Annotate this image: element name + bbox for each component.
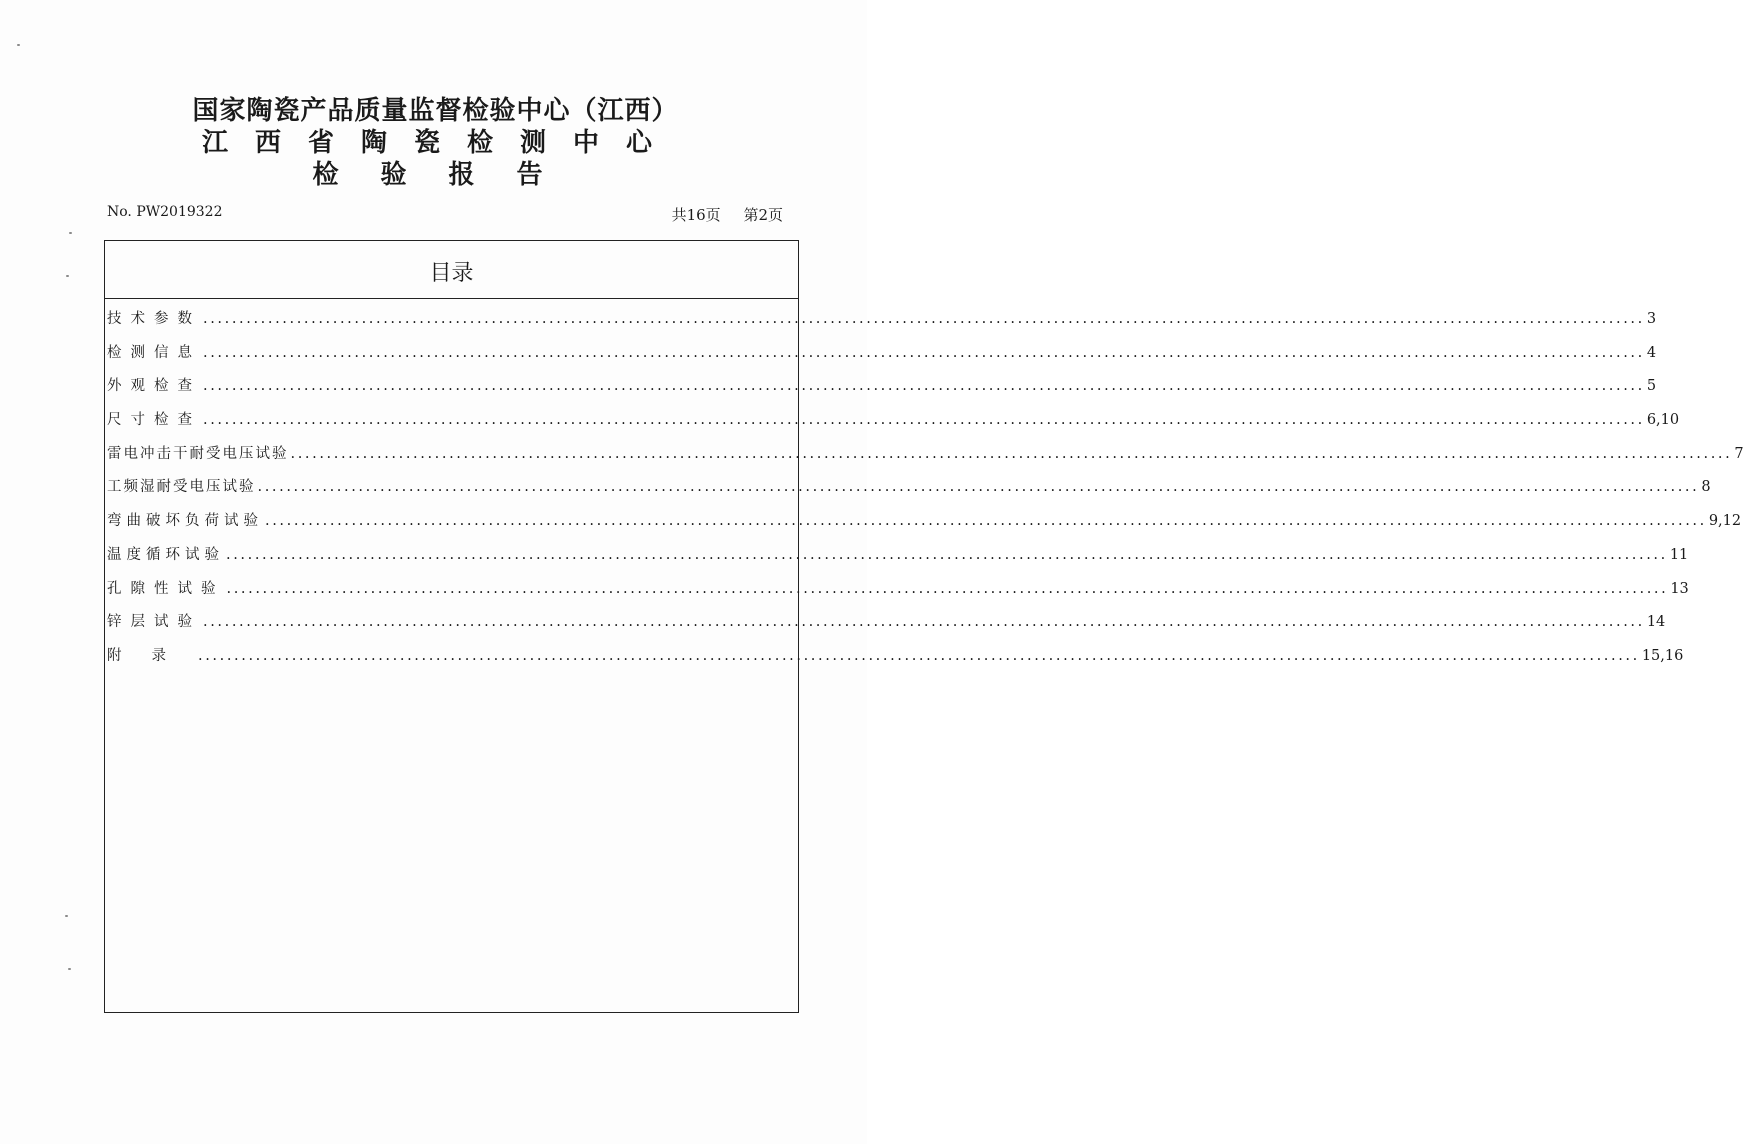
- toc-item-label: 雷电冲击干耐受电压试验: [107, 445, 289, 462]
- toc-item-page: 9,12: [1708, 513, 1742, 530]
- scan-speck: [65, 915, 68, 917]
- toc-leader-dots: ........................................................................................................................................................................................................: [290, 445, 1733, 462]
- toc-item[interactable]: [105, 303, 1657, 337]
- toc-item-page: 8: [1701, 479, 1711, 496]
- toc-item-label: 弯曲破坏负荷试验: [107, 513, 263, 530]
- toc-leader-dots: ........................................................................................................................................................................................................: [257, 479, 1700, 496]
- report-number: No. PW2019322: [107, 204, 223, 220]
- toc-item[interactable]: [105, 370, 1657, 404]
- toc-item[interactable]: [105, 337, 1657, 371]
- scan-speck: [17, 44, 20, 46]
- toc-leader-dots: ........................................................................................................................................................................................................: [265, 513, 1707, 530]
- toc-item-page: 4: [1646, 344, 1657, 361]
- toc-item[interactable]: [105, 606, 1666, 640]
- toc-item-page: 14: [1646, 614, 1666, 631]
- toc-list: [105, 303, 1744, 674]
- toc-leader-dots: ........................................................................................................................................................................................................: [203, 412, 1645, 429]
- toc-header: [105, 241, 798, 299]
- current-page: 第2页: [743, 206, 783, 224]
- toc-item-label: 工频湿耐受电压试验: [107, 479, 256, 496]
- toc-item-label: 附录: [107, 647, 196, 664]
- toc-item[interactable]: [105, 573, 1689, 607]
- toc-item[interactable]: [105, 539, 1689, 573]
- toc-item-page: 7: [1734, 445, 1744, 462]
- toc-item[interactable]: [105, 471, 1711, 505]
- toc-item-label: 尺寸检查: [107, 412, 201, 429]
- toc-item-label: 温度循环试验: [107, 546, 224, 563]
- toc-item-label: 检测信息: [107, 344, 201, 361]
- toc-leader-dots: ........................................................................................................................................................................................................: [203, 311, 1645, 327]
- toc-item-label: 孔隙性试验: [107, 580, 225, 597]
- toc-item-page: 6,10: [1646, 412, 1680, 429]
- toc-item-page: 13: [1670, 580, 1689, 597]
- scan-speck: [69, 232, 72, 234]
- toc-title: 目录: [429, 261, 474, 286]
- total-pages: 共16页: [671, 206, 721, 224]
- toc-item[interactable]: [105, 404, 1680, 438]
- toc-leader-dots: ........................................................................................................................................................................................................: [203, 378, 1645, 395]
- toc-item[interactable]: [105, 505, 1742, 539]
- toc-leader-dots: ........................................................................................................................................................................................................: [226, 546, 1668, 563]
- issuer-subname: 江西省陶瓷检测中心: [201, 128, 679, 158]
- toc-leader-dots: ........................................................................................................................................................................................................: [198, 647, 1640, 664]
- toc-item[interactable]: [105, 438, 1744, 472]
- table-of-contents: [104, 240, 1744, 1013]
- toc-leader-dots: ........................................................................................................................................................................................................: [226, 580, 1669, 597]
- scan-speck: [68, 968, 71, 970]
- scan-speck: [66, 275, 69, 277]
- toc-item-label: 技术参数: [107, 311, 201, 327]
- toc-leader-dots: ........................................................................................................................................................................................................: [203, 614, 1645, 631]
- toc-item-page: 11: [1669, 546, 1689, 563]
- toc-item-page: 3: [1646, 311, 1657, 327]
- toc-item[interactable]: [105, 640, 1684, 674]
- page-indicator: [672, 204, 783, 225]
- issuer-name: 国家陶瓷产品质量监督检验中心（江西）: [192, 96, 679, 126]
- toc-leader-dots: ........................................................................................................................................................................................................: [203, 344, 1645, 361]
- document-title: 检验报告: [312, 160, 585, 190]
- toc-item-page: 15,16: [1641, 647, 1684, 664]
- toc-item-label: 外观检查: [107, 378, 201, 395]
- toc-item-page: 5: [1646, 378, 1657, 395]
- toc-item-label: 锌层试验: [107, 614, 201, 631]
